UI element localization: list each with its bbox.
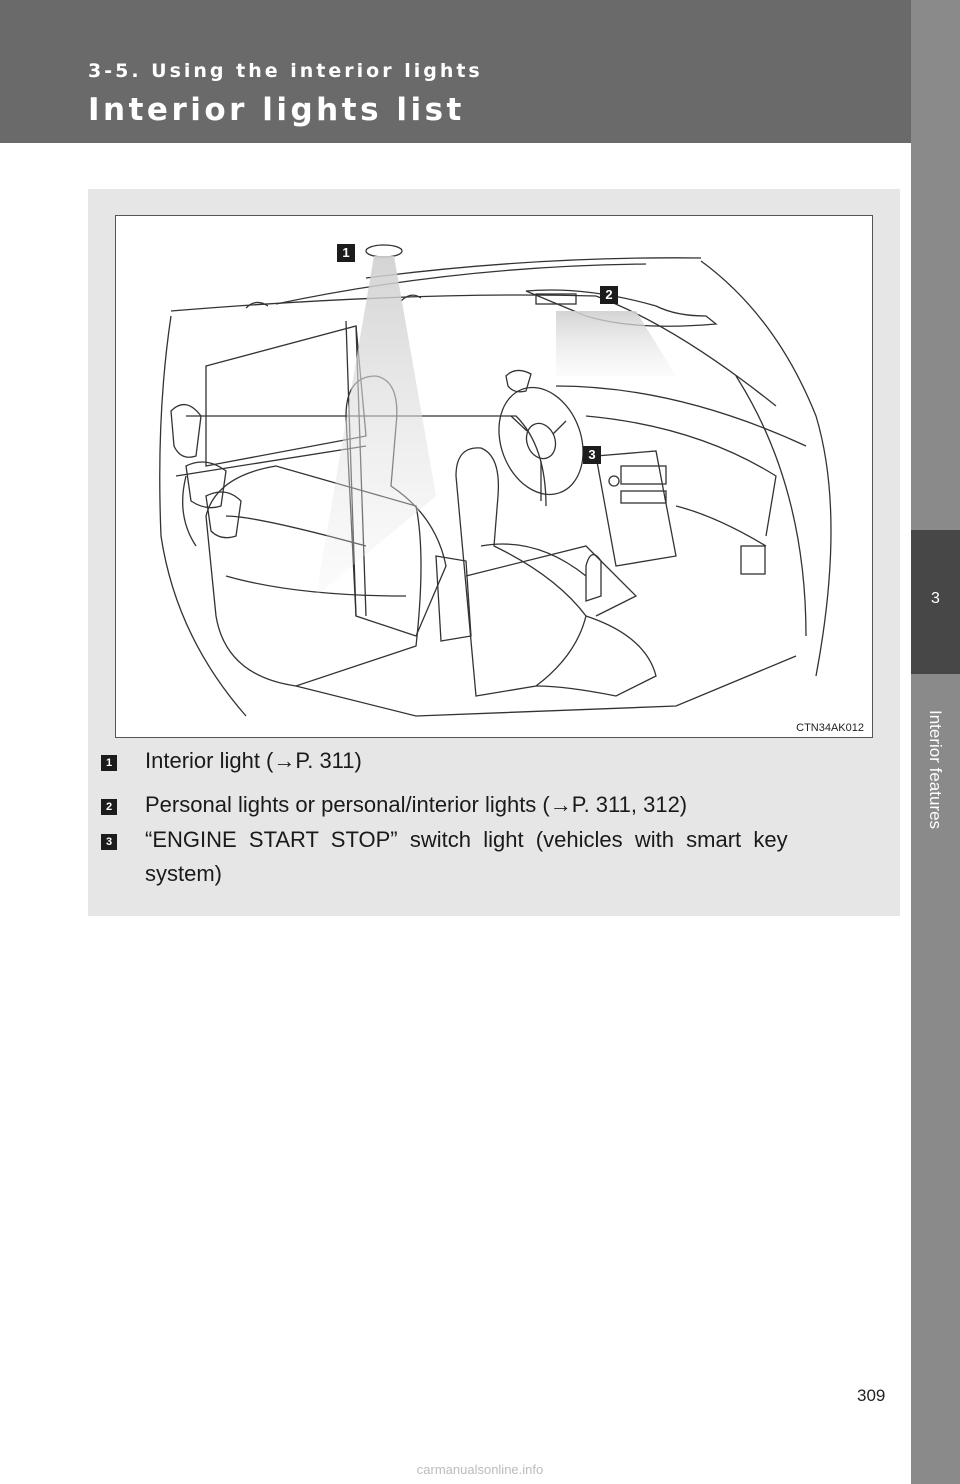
item-text-engine-switch-light: “ENGINE START STOP” switch light (vehicles with smart key bbox=[145, 827, 788, 852]
interior-illustration bbox=[115, 215, 873, 738]
item-text-interior-light: Interior light (→P. 311) bbox=[145, 748, 362, 773]
interior-light-beam bbox=[316, 256, 436, 596]
callout-2: 2 bbox=[600, 286, 618, 304]
figure-code: CTN34AK012 bbox=[796, 722, 864, 734]
page-title: Interior lights list bbox=[88, 92, 465, 128]
item-marker-1: 1 bbox=[101, 755, 117, 771]
personal-light-beam bbox=[556, 311, 676, 376]
item-text-personal-lights: Personal lights or personal/interior lights (→P. 311, 312) bbox=[145, 792, 688, 817]
watermark: carmanualsonline.info bbox=[416, 1462, 544, 1477]
car-interior-drawing bbox=[116, 216, 872, 737]
item-marker-2: 2 bbox=[101, 799, 117, 815]
chapter-number: 3 bbox=[931, 590, 940, 607]
side-bar-top bbox=[911, 0, 960, 530]
section-label: 3-5. Using the interior lights bbox=[88, 60, 483, 82]
callout-3: 3 bbox=[583, 446, 601, 464]
car-outline bbox=[160, 245, 831, 716]
callout-1: 1 bbox=[337, 244, 355, 262]
page-number: 309 bbox=[857, 1386, 886, 1405]
item-text-engine-switch-light-cont: system) bbox=[145, 861, 222, 886]
chapter-title-text: Interior features bbox=[926, 710, 945, 830]
item-marker-3: 3 bbox=[101, 834, 117, 850]
